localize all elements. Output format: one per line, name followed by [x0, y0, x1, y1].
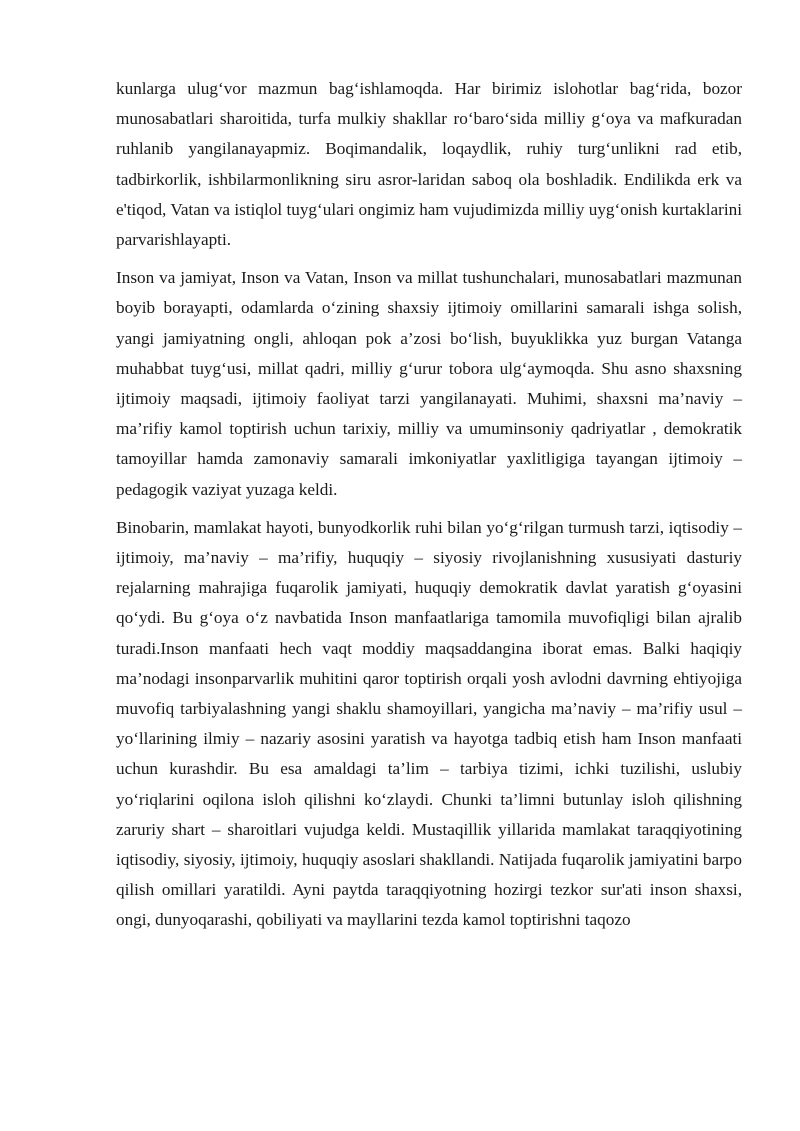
paragraph-3: Binobarin, mamlakat hayoti, bunyodkorlik ruhi bilan yo‘g‘rilgan turmush tarzi, iqtisodiy – ijtimoiy, ma’naviy – ma’rifiy, huquqiy – siyosiy rivojlanishning xususiyati dasturiy rejalarning mahrajiga fuqarolik jamiyati, huquqiy demokratik davlat yaratish g‘oyasini qo‘ydi. Bu g‘oya o‘z navbatida Inson manfaatlariga tamomila muvofiqligi bilan ajralib turadi.Inson manfaati hech vaqt moddiy maqsaddangina iborat emas. Balki haqiqiy ma’nodagi insonparvarlik muhitini qaror toptirish orqali yosh avlodni davrning ehtiyojiga muvofiq tarbiyalashning yangi shaklu shamoyillari, yangicha ma’naviy – ma’rifiy usul – yo‘llarining ilmiy – nazariy asosini yaratish va hayotga tadbiq etish ham Inson manfaati uchun kurashdir. Bu esa amaldagi ta’lim – tarbiya tizimi, ichki tuzilishi, uslubiy yo‘riqlarini oqilona isloh qilishni ko‘zlaydi. Chunki ta’limni butunlay isloh qilishning zaruriy shart – sharoitlari vujudga keldi. Mustaqillik yillarida mamlakat taraqqiyotining iqtisodiy, siyosiy, ijtimoiy, huquqiy asoslari shakllandi. Natijada fuqarolik jamiyatini barpo qilish omillari yaratildi. Ayni paytda taraqqiyotning hozirgi tezkor sur'ati inson shaxsi, ongi, dunyoqarashi, qobiliyati va mayllarini tezda kamol toptirishni taqozo	[116, 517, 742, 930]
paragraph-2: Inson va jamiyat, Inson va Vatan, Inson va millat tushunchalari, munosabatlari mazmunan boyib borayapti, odamlarda o‘zining shaxsiy ijtimoiy omillarini samarali ishga solish, yangi jamiyatning ongli, ahloqan pok a’zosi bo‘lish, buyuklikka yuz burgan Vatanga muhabbat tuyg‘usi, millat qadri, milliy g‘urur tobora ulg‘aymoqda. Shu asno shaxsning ijtimoiy maqsadi, ijtimoiy faoliyat tarzi yangilanayati. Muhimi, shaxsni ma’naviy – ma’rifiy kamol toptirish uchun tarixiy, milliy va umuminsoniy qadriyatlar , demokratik tamoyillar hamda zamonaviy samarali imkoniyatlar yaxlitligiga tayangan ijtimoiy – pedagogik vaziyat yuzaga keldi.	[116, 268, 742, 499]
paragraph-1: kunlarga ulug‘vor mazmun bag‘ishlamoqda. Har birimiz islohotlar bag‘rida, bozor munosabatlari sharoitida, turfa mulkiy shakllar ro‘baro‘sida milliy g‘oya va mafkuradan ruhlanib yangilanayapmiz. Boqimandalik, loqaydlik, ruhiy turg‘unlikni rad etib, tadbirkorlik, ishbilarmonlikning siru asror-laridan saboq ola boshladik. Endilikda erk va e'tiqod, Vatan va istiqlol tuyg‘ulari ongimiz ham vujudimizda milliy uyg‘onish kurtaklarini parvarishlayapti.	[116, 79, 742, 250]
document-body	[116, 74, 742, 944]
